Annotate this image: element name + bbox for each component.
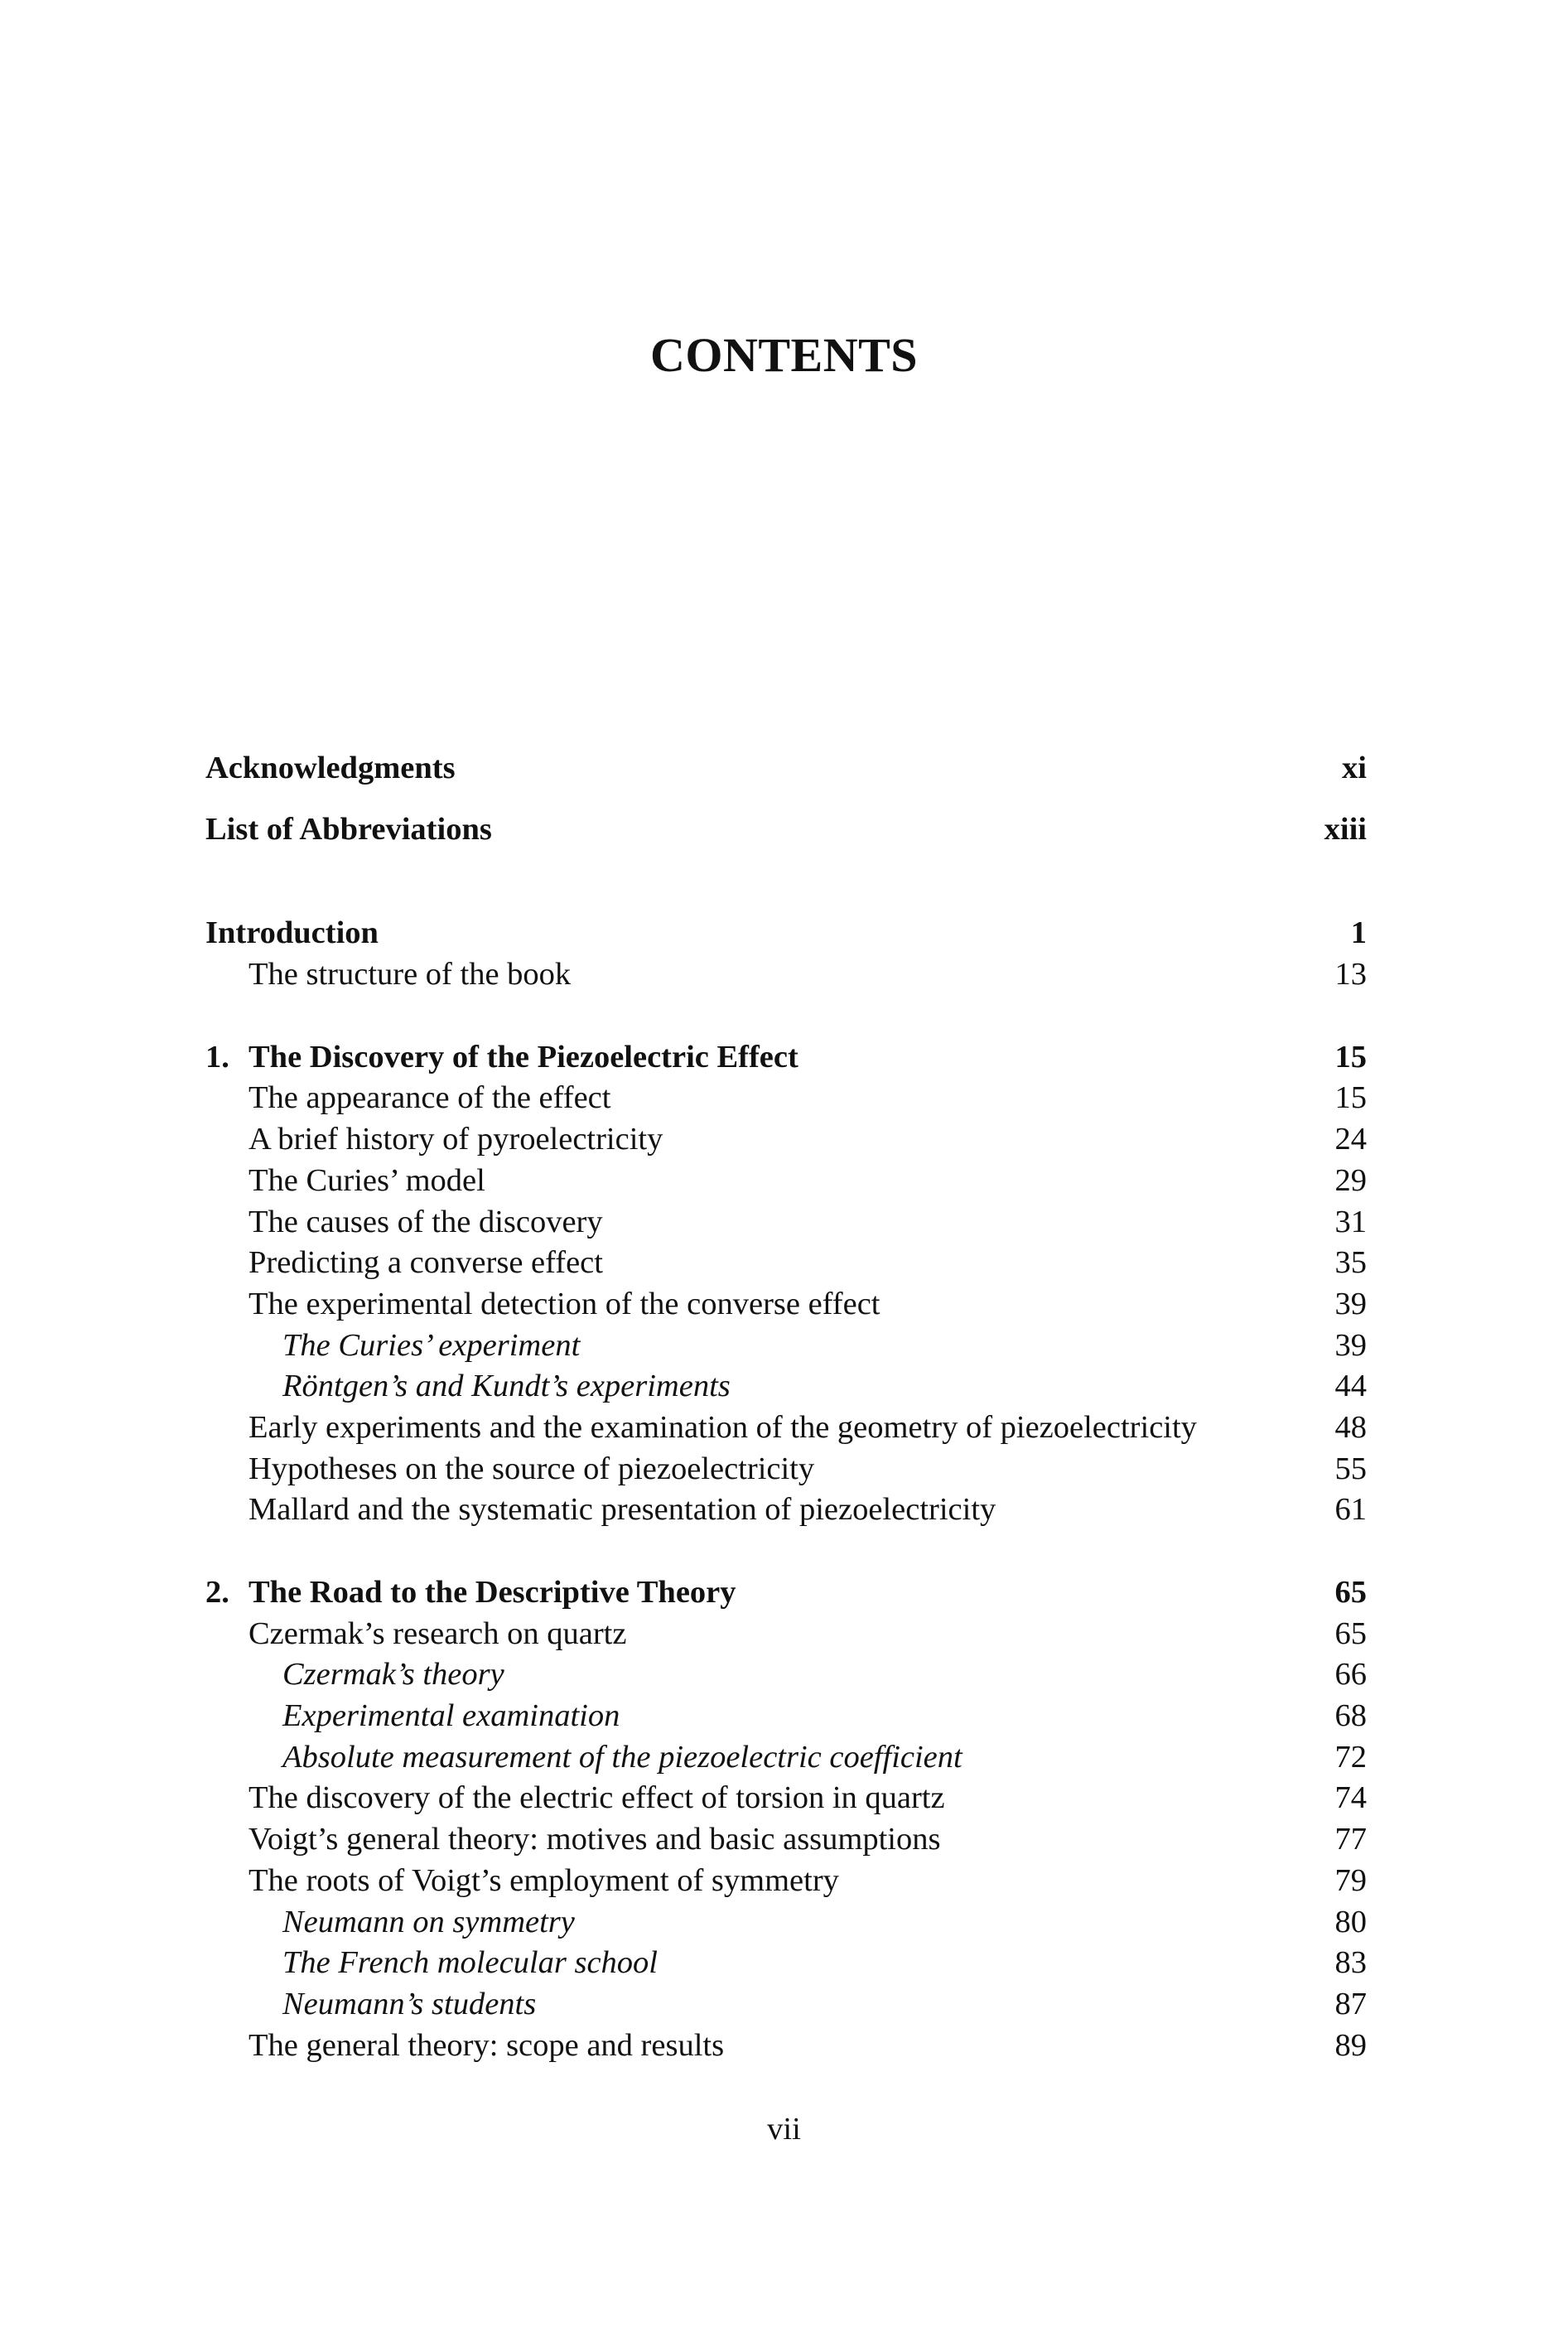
toc-entry-title: Voigt’s general theory: motives and basic assumptions (248, 1822, 941, 1857)
toc-subentry (205, 2026, 1367, 2067)
toc-entry-title: The general theory: scope and results (248, 2027, 725, 2063)
chapter-2-section (205, 1572, 1367, 2066)
toc-entry-title: A brief history of pyroelectricity (248, 1122, 663, 1157)
toc-subentry (205, 1861, 1367, 1902)
toc-entry-introduction (205, 913, 1367, 954)
chapter-number: 2. (205, 1575, 229, 1610)
chapter-heading (205, 1037, 1367, 1079)
toc-entry-page: 29 (1334, 1162, 1367, 1198)
toc-subsubentry (205, 1984, 1367, 2026)
toc-entry-title: The Curies’ model (248, 1162, 485, 1198)
toc-subentry (205, 1119, 1367, 1161)
toc-subentry (205, 1284, 1367, 1326)
toc-subentry (205, 1614, 1367, 1655)
toc-entry-title: Predicting a converse effect (248, 1245, 603, 1281)
toc-subentry (205, 1078, 1367, 1119)
page-title: CONTENTS (649, 328, 919, 382)
toc-entry-page: 87 (1334, 1986, 1367, 2021)
toc-entry-title: Experimental examination (282, 1698, 620, 1734)
toc-subentry (205, 1449, 1367, 1490)
toc-entry-title: Early experiments and the examination of the geometry of piezoelectricity (248, 1409, 1197, 1445)
toc-subentry (205, 954, 1367, 996)
table-of-contents (205, 748, 1367, 2066)
toc-entry-title: The experimental detection of the converse effect (248, 1286, 880, 1321)
toc-entry-title: Acknowledgments (205, 751, 456, 785)
toc-entry-title: Röntgen’s and Kundt’s experiments (282, 1369, 731, 1404)
toc-entry-title: Neumann on symmetry (282, 1904, 575, 1939)
chapter-number: 1. (205, 1039, 229, 1075)
toc-entry-page: 1 (1350, 915, 1367, 951)
toc-entry-title: The roots of Voigt’s employment of symmetry (248, 1862, 839, 1898)
toc-entry-page: 48 (1334, 1409, 1367, 1445)
toc-entry-page: 35 (1334, 1245, 1367, 1281)
toc-subentry (205, 1490, 1367, 1531)
toc-subentry (205, 1819, 1367, 1861)
toc-subsubentry (205, 1943, 1367, 1984)
toc-entry-page: 44 (1334, 1369, 1367, 1404)
toc-entry-title: Neumann’s students (282, 1986, 537, 2021)
toc-entry-page: 31 (1334, 1204, 1367, 1239)
toc-entry-title: The appearance of the effect (248, 1080, 611, 1116)
toc-entry-title: The French molecular school (282, 1945, 658, 1981)
toc-entry-abbreviations (205, 809, 1367, 851)
page-number: vii (767, 2112, 801, 2147)
toc-entry-title: The causes of the discovery (248, 1204, 603, 1239)
introduction-section (205, 913, 1367, 995)
toc-entry-page: 66 (1334, 1657, 1367, 1693)
toc-subsubentry (205, 1737, 1367, 1779)
toc-entry-page: 61 (1334, 1492, 1367, 1528)
chapter-page: 65 (1334, 1575, 1367, 1610)
toc-entry-title: Hypotheses on the source of piezoelectricity (248, 1451, 815, 1486)
toc-entry-page: 39 (1334, 1286, 1367, 1321)
chapter-1-section (205, 1037, 1367, 1531)
chapter-heading (205, 1572, 1367, 1614)
toc-entry-acknowledgments (205, 748, 1367, 790)
front-matter-section (205, 748, 1367, 850)
toc-entry-page: 89 (1334, 2027, 1367, 2063)
chapter-page: 15 (1334, 1039, 1367, 1075)
toc-subsubentry (205, 1902, 1367, 1944)
toc-entry-page: 74 (1334, 1780, 1367, 1816)
toc-entry-page: 39 (1334, 1327, 1367, 1363)
toc-entry-page: xiii (1324, 811, 1367, 847)
toc-entry-page: 65 (1334, 1615, 1367, 1651)
toc-subsubentry (205, 1326, 1367, 1367)
toc-subentry (205, 1161, 1367, 1202)
toc-subentry (205, 1243, 1367, 1284)
toc-entry-page: 15 (1334, 1080, 1367, 1116)
toc-entry-page: 83 (1334, 1945, 1367, 1981)
toc-entry-title: Czermak’s research on quartz (248, 1615, 627, 1651)
toc-entry-title: Introduction (205, 915, 379, 951)
toc-entry-title: Mallard and the systematic presentation of piezoelectricity (248, 1492, 996, 1528)
toc-entry-title: List of Abbreviations (205, 811, 492, 847)
toc-entry-page: 55 (1334, 1451, 1367, 1486)
toc-entry-title: Absolute measurement of the piezoelectric coefficient (282, 1739, 963, 1775)
toc-subentry (205, 1408, 1367, 1449)
toc-subentry (205, 1202, 1367, 1244)
chapter-title: The Discovery of the Piezoelectric Effect (248, 1039, 798, 1075)
toc-entry-page: 13 (1334, 957, 1367, 992)
toc-entry-title: Czermak’s theory (282, 1657, 504, 1693)
toc-entry-title: The Curies’ experiment (282, 1327, 581, 1363)
toc-entry-page: 72 (1334, 1739, 1367, 1775)
toc-subsubentry (205, 1366, 1367, 1408)
toc-entry-title: The structure of the book (248, 957, 572, 992)
chapter-title: The Road to the Descriptive Theory (248, 1575, 736, 1610)
toc-subsubentry (205, 1696, 1367, 1737)
toc-entry-page: 77 (1334, 1822, 1367, 1857)
toc-entry-page: 68 (1334, 1698, 1367, 1734)
toc-entry-page: 79 (1334, 1862, 1367, 1898)
toc-entry-title: The discovery of the electric effect of torsion in quartz (248, 1780, 945, 1816)
toc-subentry (205, 1778, 1367, 1819)
toc-entry-page: xi (1342, 751, 1367, 785)
toc-subsubentry (205, 1654, 1367, 1696)
toc-entry-page: 24 (1334, 1122, 1367, 1157)
toc-entry-page: 80 (1334, 1904, 1367, 1939)
